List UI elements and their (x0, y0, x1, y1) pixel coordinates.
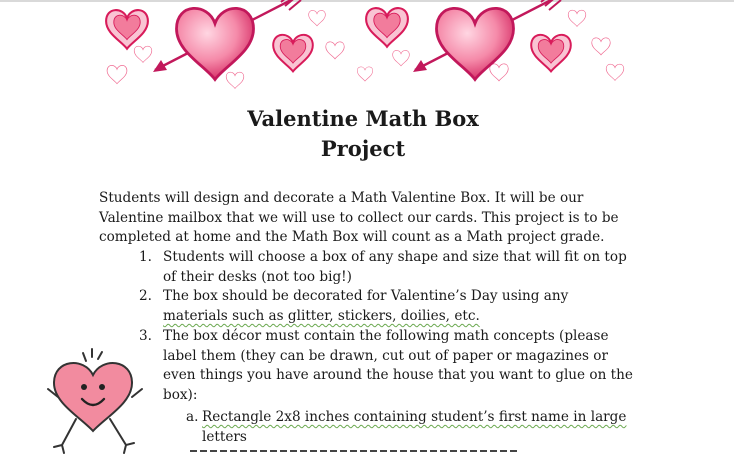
numbered-list (139, 248, 659, 406)
heart-mascot-icon (40, 345, 150, 455)
cropped-next-line (190, 446, 520, 454)
list-item-line: materials such as glitter, stickers, doilies, etc. (163, 308, 480, 325)
intro-paragraph (99, 189, 659, 248)
intro-line: Students will design and decorate a Math Valentine Box. It will be our (99, 190, 584, 206)
heart-outline-icon (393, 50, 410, 65)
list-item-line: The box décor must contain the following math concepts (please (163, 327, 609, 344)
document-title-line-1: Valentine Math Box (247, 106, 479, 131)
heart-outline-icon (134, 46, 152, 62)
list-item-line: The box should be decorated for Valentine’s Day using any (163, 288, 569, 305)
list-item (139, 327, 659, 406)
sub-item-letter: a. (186, 409, 199, 425)
list-item-line: box): (163, 386, 198, 403)
heart-outline-icon (606, 64, 624, 80)
list-item (139, 248, 659, 287)
heart-with-arrow-icon (177, 8, 254, 79)
list-item-number: 1. (139, 249, 152, 265)
sub-list-item (186, 408, 626, 447)
sub-item-line: Rectangle 2x8 inches containing student’s first name in large (202, 409, 627, 425)
heart-outline-icon (357, 67, 372, 81)
list-item-number: 2. (139, 288, 152, 305)
heart-with-arrow-icon (437, 8, 514, 79)
heart-outline-icon (490, 64, 508, 81)
list-item-line: even things you have around the house that you want to glue on the (163, 367, 633, 384)
heart-outline-icon (326, 42, 344, 59)
list-item (139, 287, 659, 326)
heart-outline-icon (107, 65, 127, 83)
sub-item-line: letters (202, 428, 247, 445)
list-item-number: 3. (139, 327, 152, 344)
intro-line: completed at home and the Math Box will count as a Math project grade. (99, 229, 605, 246)
list-item-line: Students will choose a box of any shape and size that will fit on top (163, 249, 627, 265)
document-title-line-2: Project (320, 136, 406, 161)
arrow-hearts (153, 0, 561, 80)
list-item-line: label them (they can be drawn, cut out of paper or magazines or (163, 347, 608, 364)
heart-outline-icon (568, 10, 586, 26)
heart-outline-icon (592, 38, 610, 55)
list-item-line: of their desks (not too big!) (163, 268, 352, 285)
heart-outline-icon (226, 72, 244, 88)
intro-line: Valentine mailbox that we will use to collect our cards. This project is to be (99, 209, 619, 226)
hearts-banner (95, 0, 635, 92)
heart-outline-icon (309, 10, 326, 25)
